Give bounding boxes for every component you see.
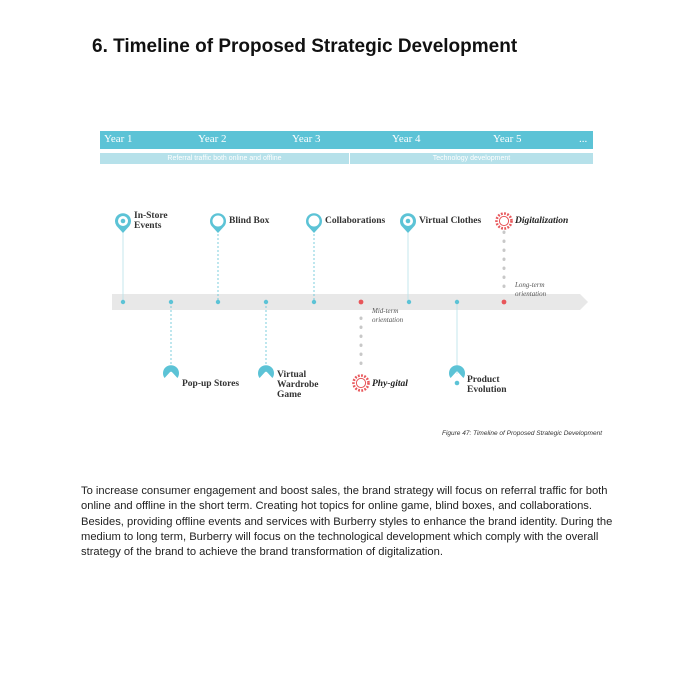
- label-product-evolution: Product Evolution: [467, 375, 507, 395]
- long-term-orientation-note: Long-term orientation: [515, 281, 547, 298]
- label-virtual-wardrobe-game: Virtual Wardrobe Game: [277, 370, 319, 400]
- label-phy-gital: Phy-gital: [372, 379, 408, 389]
- pin-marker-icon: [115, 213, 131, 233]
- timeline-dot: [169, 300, 173, 304]
- body-paragraph: To increase consumer engagement and boost sales, the brand strategy will focus on referral traffic for both online and offline in the short term. Creating hot topics for online game, blind boxes, and collaborations. Besides, providing offline events and services with Burberry styles to enhance the brand identity. During the medium to long term, Burberry will focus on the technological development which comply with the overall strategy of the brand to achieve the brand transformation of digitalization.: [81, 485, 613, 559]
- pin-marker-icon: [306, 213, 322, 233]
- timeline-dot: [216, 300, 220, 304]
- label-blind-box: Blind Box: [229, 216, 270, 226]
- timeline-dot-red: [359, 300, 364, 305]
- year-3-label: Year 3: [292, 133, 321, 145]
- year-5-label: Year 5: [493, 133, 522, 145]
- label-collaborations: Collaborations: [325, 216, 386, 226]
- year-2-label: Year 2: [198, 133, 227, 145]
- label-digitalization: Digitalization: [515, 216, 569, 226]
- pin-marker-icon: [400, 213, 416, 233]
- page-title: 6. Timeline of Proposed Strategic Development: [92, 36, 518, 57]
- timeline-dot-red: [502, 300, 507, 305]
- year-1-label: Year 1: [104, 133, 133, 145]
- pin-marker-icon: [210, 213, 226, 233]
- year-ellipsis-label: ...: [579, 133, 588, 145]
- phase-technology-development: Technology development: [432, 155, 511, 162]
- pin-marker-icon: [449, 365, 465, 388]
- year-4-label: Year 4: [392, 133, 421, 145]
- pin-marker-icon: [258, 365, 274, 388]
- label-virtual-clothes: Virtual Clothes: [419, 216, 482, 226]
- gear-icon: [497, 214, 512, 229]
- timeline-dot: [455, 300, 459, 304]
- gear-icon: [354, 376, 369, 391]
- phase-referral-traffic: Referral traffic both online and offline: [167, 155, 282, 162]
- timeline-dot: [264, 300, 268, 304]
- timeline-dot: [121, 300, 125, 304]
- label-pop-up-stores: Pop-up Stores: [182, 379, 240, 389]
- mid-term-orientation-note: Mid-term orientation: [372, 307, 404, 324]
- timeline-dot: [312, 300, 316, 304]
- timeline-dot: [407, 300, 411, 304]
- label-in-store-events: In-Store Events: [134, 211, 168, 231]
- figure-caption: Figure 47: Timeline of Proposed Strategic Development: [442, 430, 602, 437]
- pin-marker-icon: [163, 365, 179, 388]
